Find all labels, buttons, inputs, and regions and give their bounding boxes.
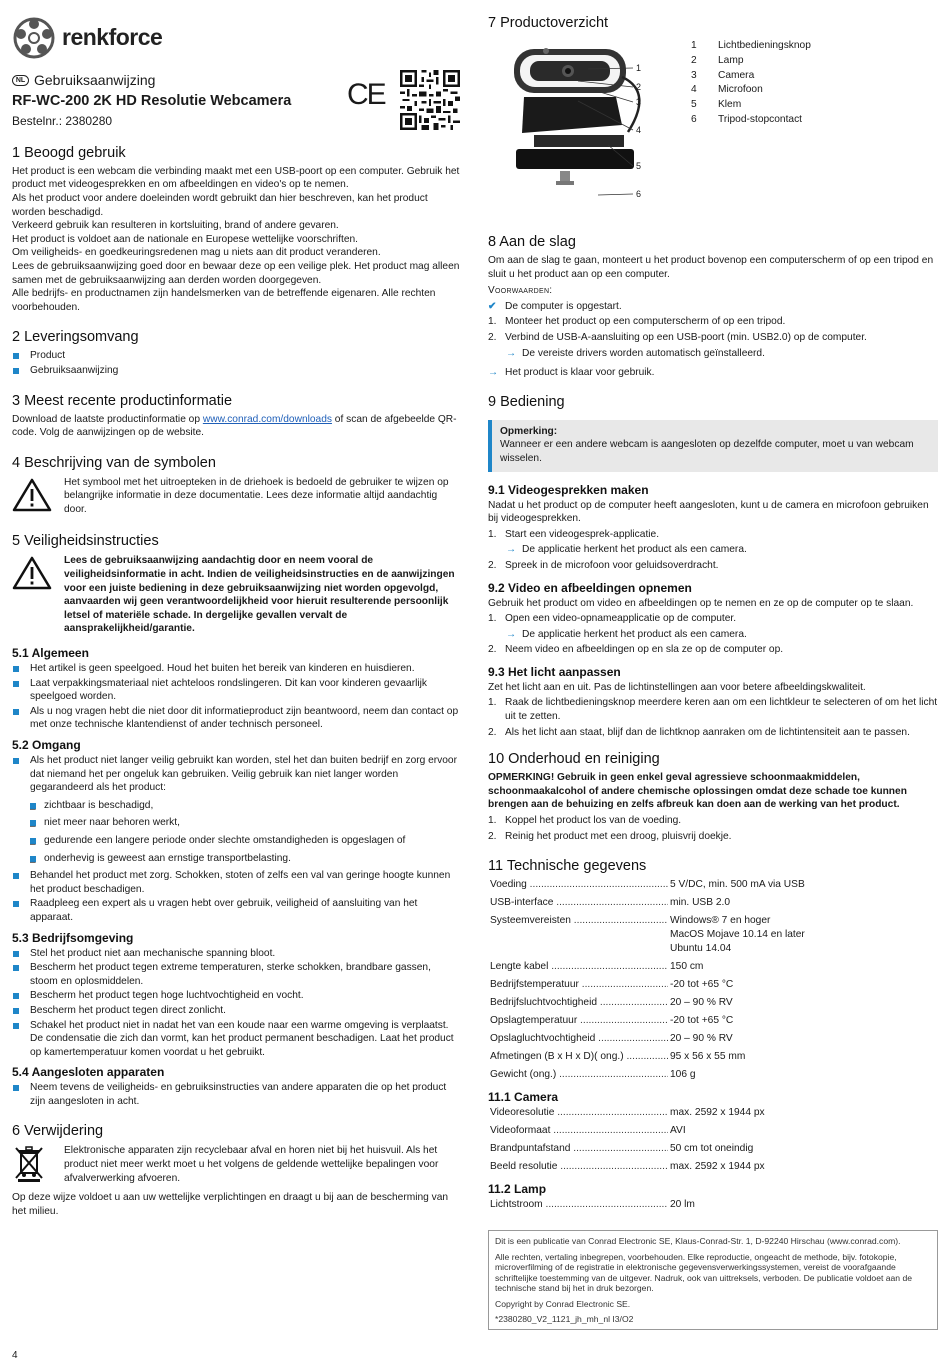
subsection-intro: Zet het licht aan en uit. Pas de lichtinstellingen aan voor betere afbeeldingskwaliteit. [488,681,866,693]
step-item [488,315,938,329]
list-item: Gebruiksaanwijzing [12,364,460,378]
step-result [488,347,938,361]
ce-mark: CE [347,78,385,111]
item-label: Klem [718,99,742,111]
list-item [691,83,811,98]
list-item: Schakel het product niet in nadat het van een koude naar een warme omgeving is verplaatst. De condensatie die zich dan vormt, kan het product permanent beschadigen. Laat het product op kamertemperatuur komen voordat u het gebruikt. [12,1019,460,1060]
step-number: 1. [488,697,497,709]
spec-value: 150 cm [670,960,704,972]
step-item [488,643,938,657]
subsection-intro: Gebruik het product om video en afbeeldingen op te nemen en ze op de computer op te slaan. [488,597,914,609]
spec-key: Afmetingen (B x H x D)( ong.) ..... [488,1050,668,1064]
subsection-heading: 11.1 Camera [488,1089,559,1104]
spec-row [488,1124,938,1138]
list-item: Neem tevens de veiligheids- en gebruiksinstructies van andere apparaten die op het product zijn aangesloten in acht. [12,1081,460,1108]
text-fragment: of scan de afgebeelde QR-code. Volg de aanwijzingen op de website. [12,413,457,439]
step-number: 2. [488,644,497,656]
section-heading: 4 Beschrijving van de symbolen [12,454,216,471]
crossed-bin-icon [12,1144,64,1187]
spec-row [488,1014,938,1028]
paragraph: Het product is voldoet aan de nationale en Europese wettelijke voorschriften. [12,233,359,245]
spec-row [488,1198,938,1212]
step-number: 1. [488,815,497,827]
order-number: Bestelnr.: 2380280 [12,114,113,129]
checkmark-icon: ✔ [488,300,497,312]
prerequisite-text: De computer is opgestart. [505,300,622,312]
spec-key: Bedrijfstemperatuur ..... [488,978,668,992]
overview-list [691,39,811,128]
subsection-heading: 5.2 Omgang [12,738,81,752]
spec-value: AVI [670,1124,686,1136]
doc-type-row [12,74,460,88]
spec-table [488,878,938,1082]
disposal-text: Elektronische apparaten zijn recyclebaar afval en horen niet bij het huisvuil. Als het product niet meer werkt moet u het volgens de geldende wettelijke bepalingen voor afvalverwerking afvoeren. [64,1145,439,1184]
subsection-heading: 5.3 Bedrijfsomgeving [12,930,134,945]
result-text: De applicatie herkent het product als een camera. [522,544,747,556]
brand-logo [12,16,460,60]
product-title: RF-WC-200 2K HD Resolutie Webcamera [12,92,292,109]
step-item [488,696,938,723]
item-label: Lamp [718,54,744,66]
spec-value: 50 cm tot oneindig [670,1143,754,1155]
callout-number: 4 [636,125,642,135]
recording-steps [488,612,938,626]
spec-row [488,896,938,910]
dash-item: – zichtbaar is beschadigd, [30,799,460,813]
step-text: Koppel het product los van de voeding. [505,815,682,827]
paragraph: Alle bedrijfs- en productnamen zijn handelsmerken van de betreffende eigenaren. Alle rechten voorbehouden. [12,288,436,313]
paragraph: Het product is een webcam die verbinding maakt met een USB-poort op een computer. Gebruik het product met videogesprekken en om afbeeldingen en video's op te nemen. [12,165,460,191]
environment-list [12,947,460,1060]
spec-value: max. 2592 x 1944 px [670,1161,765,1173]
intended-use-text [12,165,460,315]
item-number: 4 [691,84,697,96]
paragraph: Lees de gebruiksaanwijzing goed door en bewaar deze op een veilige plek. Het product mag alleen samen met de gebruiksaanwijzing aan derden worden doorgegeven. [12,260,460,286]
step-item [488,331,938,345]
dash-item: – niet meer naar behoren werkt, [30,816,460,830]
item-label: Tripod-stopcontact [718,113,802,125]
list-item [691,98,811,113]
dash-item: – onderhevig is geweest aan ernstige transportbelasting. [30,852,460,866]
result-text: De vereiste drivers worden automatisch geïnstalleerd. [522,347,765,359]
setup-steps [488,315,938,344]
step-text: Spreek in de microfoon voor geluidsoverdracht. [505,559,719,571]
section-heading: 10 Onderhoud en reiniging [488,751,660,768]
item-number: 2 [691,54,697,66]
list-item: Als u nog vragen hebt die niet door dit informatieproduct zijn beantwoord, neem dan contact op met onze technische klantendienst of ander technisch personeel. [12,705,460,732]
step-number: 1. [488,613,497,625]
language-badge: NL [12,75,29,86]
step-item [488,830,938,844]
step-number: 2. [488,726,497,738]
list-item [691,54,811,69]
spec-value-line: Windows® 7 en hoger [670,915,771,927]
section-heading: 1 Beoogd gebruik [12,144,126,161]
note-box [488,420,938,472]
step-item [488,726,938,740]
item-label: Lichtbedieningsknop [718,40,811,51]
paragraph: Verkeerd gebruik kan resulteren in kortsluiting, brand of andere gevaren. [12,220,339,232]
step-result [488,543,938,557]
text-fragment: Download de laatste productinformatie op [12,413,203,425]
section-heading: 11 Technische gegevens [488,858,647,875]
warning-triangle-icon [12,476,64,517]
step-item [488,814,938,828]
callout-number: 3 [636,97,642,107]
imprint-line: Copyright by Conrad Electronic SE. [495,1298,631,1309]
callout-number: 5 [636,161,642,171]
step-item [488,528,938,542]
list-item: Bescherm het product tegen extreme temperaturen, sterke schokken, brandbare gassen, stoom en oplosmiddelen. [12,961,460,988]
arrow-right-icon: → [506,544,517,556]
section-heading: 5 Veiligheidsinstructies [12,533,159,550]
step-number: 2. [488,830,497,842]
callout-number: 6 [636,189,642,199]
camera-spec-table [488,1106,938,1174]
arrow-right-icon: → [488,367,499,379]
subsection-heading: 5.4 Aangesloten apparaten [12,1065,165,1080]
list-item [691,69,811,84]
dash-list [30,799,460,865]
result-text: Het product is klaar voor gebruik. [505,367,655,379]
spec-key: Gewicht (ong.) ..... [488,1068,668,1082]
disposal-block [12,1144,460,1187]
list-item: Bescherm het product tegen direct zonlicht. [12,1004,460,1018]
spec-value: min. USB 2.0 [670,897,731,909]
qr-code[interactable] [400,70,460,130]
cleaning-warning: OPMERKING! Gebruik in geen enkel geval agressieve schoonmaakmiddelen, schoonmaakalcohol of andere chemische oplossingen omdat deze schade toe kunnen brengen aan de behuizing en zelfs afbreuk kan doen aan de werking van het product. [488,772,907,811]
section-heading: 9 Bediening [488,393,565,410]
item-number: 5 [691,99,697,111]
spec-value: 5 V/DC, min. 500 mA via USB [670,879,805,891]
step-item [488,559,938,573]
spec-row [488,1032,938,1046]
spec-value: 106 g [670,1069,696,1081]
delivery-list [12,349,460,377]
step-text: Als het licht aan staat, blijf dan de lichtknop aanraken om de lichtintensiteit aan te passen. [505,726,910,738]
subsection-heading: 9.3 Het licht aanpassen [488,664,621,679]
recording-steps-2 [488,643,938,657]
spec-row [488,878,938,892]
spec-key: Bedrijfsluchtvochtigheid ..... [488,996,668,1010]
paragraph: Om veiligheids- en goedkeuringsredenen mag u niets aan dit product veranderen. [12,247,381,259]
spec-value: -20 tot +65 °C [670,978,734,990]
product-info-text [12,413,460,440]
step-text: Verbind de USB-A-aansluiting op een USB-poort (min. USB2.0) op de computer. [505,331,867,343]
videocall-steps [488,528,938,542]
spec-key: Opslagluchtvochtigheid ..... [488,1032,668,1046]
videocall-steps-2 [488,559,938,573]
callout-number: 2 [636,82,642,92]
list-item [691,113,811,128]
connected-devices-list [12,1081,460,1108]
callout-number: 1 [636,63,642,73]
lamp-spec-table [488,1198,938,1212]
prerequisites-label: Voorwaarden: [488,285,553,297]
step-text: Open een video-opnameapplicatie op de computer. [505,613,737,625]
symbol-text: Het symbool met het uitroepteken in de driehoek is bedoeld de gebruiker te wijzen op belangrijke informatie in deze documentatie. Lees deze informatie altijd aandachtig door. [64,476,449,515]
general-list [12,662,460,732]
list-item: Het artikel is geen speelgoed. Houd het buiten het bereik van kinderen en huisdieren. [12,662,460,676]
spec-row [488,960,938,974]
spec-row [488,1106,938,1120]
final-result [488,366,938,380]
warning-triangle-icon [12,554,64,595]
section-heading: 2 Leveringsomvang [12,329,139,346]
list-item: Bescherm het product tegen hoge luchtvochtigheid en vocht. [12,989,460,1003]
light-steps [488,696,938,739]
spec-row [488,1160,938,1174]
step-number: 1. [488,316,497,328]
paragraph: Als het product voor andere doeleinden wordt gebruikt dan hier beschreven, kan het product worden beschadigd. [12,192,428,218]
spec-value: 20 – 90 % RV [670,996,733,1008]
imprint-line: *2380280_V2_1121_jh_mh_nl I3/O2 [495,1314,634,1324]
section-heading: 6 Verwijdering [12,1123,104,1140]
doc-type: Gebruiksaanwijzing [34,72,156,88]
renkforce-logo-icon [12,16,56,60]
spec-value-line: MacOS Mojave 10.14 en later [670,929,805,940]
spec-row [488,1142,938,1156]
imprint-line: Dit is een publicatie van Conrad Electronic SE, Klaus-Conrad-Str. 1, D-92240 Hirschau (www.conrad.com). [495,1236,901,1246]
spec-row [488,914,938,955]
brand-name: renkforce [62,24,163,51]
subsection-heading: 11.2 Lamp [488,1181,547,1196]
spec-value: 95 x 56 x 55 mm [670,1051,746,1063]
prerequisite-item [488,300,938,314]
item-label: Camera [718,69,755,81]
item-number: 6 [691,113,697,125]
step-number: 2. [488,331,497,343]
list-item [691,39,811,54]
list-item: Stel het product niet aan mechanische spanning bloot. [12,947,460,961]
safety-warning [12,554,460,636]
subsection-heading: 5.1 Algemeen [12,646,89,661]
right-column [488,0,938,1216]
product-overview [488,35,938,221]
section-heading: 8 Aan de slag [488,234,576,250]
list-item: Behandel het product met zorg. Schokken, stoten of zelfs een val van geringe hoogte kunnen het product beschadigen. [12,869,460,896]
spec-value: 20 lm [670,1198,695,1210]
spec-key: Lengte kabel ..... [488,960,668,974]
symbol-description [12,476,460,517]
spec-key: Videoformaat ..... [488,1124,668,1138]
dash-item: – gedurende een langere periode onder slechte omstandigheden is opgeslagen of [30,834,460,848]
list-item [12,754,460,865]
step-text: Start een videogesprek-applicatie. [505,528,660,540]
downloads-link[interactable]: www.conrad.com/downloads [202,413,332,425]
list-item: Laat verpakkingsmateriaal niet achteloos rondslingeren. Dit kan voor kinderen gevaarlijk speelgoed worden. [12,677,460,704]
section-heading: 3 Meest recente productinformatie [12,392,233,409]
result-text: De applicatie herkent het product als een camera. [522,628,747,640]
imprint-line: Alle rechten, vertaling inbegrepen, voorbehouden. Elke reproductie, ongeacht de methode, bijv. fotokopie, microverfilming of de registratie in elektronische gegevensverwerkingssystemen, vereist de voorafgaande schriftelijke toestemming van de uitgever. Nadruk, ook van uittreksels, verboden. De publicatie voldoet aan de technische stand bij het in druk bezorgen. [495,1251,913,1293]
item-number: 3 [691,69,697,81]
step-text: Neem video en afbeeldingen op en sla ze op de computer op. [505,644,784,656]
subsection-heading: 9.2 Video en afbeeldingen opnemen [488,580,692,595]
disposal-text-2: Op deze wijze voldoet u aan uw wettelijke verplichtingen en draagt u bij aan de bescherming van het milieu. [12,1192,449,1217]
step-number: 2. [488,559,497,571]
spec-key: Systeemvereisten ..... [488,914,668,955]
note-title: Opmerking: [500,425,558,437]
spec-key: Lichtstroom ..... [488,1198,668,1212]
list-item-text: Als het product niet langer veilig gebruikt kan worden, stel het dan buiten bedrijf en zorg ervoor dat niemand het per ongeluk kan gebruiken. Veilig gebruik kan niet langer worden gegarandeerd als het product: [30,755,457,794]
list-item: Product [12,349,460,363]
spec-value: 20 – 90 % RV [670,1033,733,1045]
safety-warning-text: Lees de gebruiksaanwijzing aandachtig door en neem vooral de veiligheidsinformatie in acht. Indien de veiligheidsinstructies en de aanwijzingen voor een juiste bediening in deze gebruiksaanwijzing niet worden opgevolgd, aanvaarden wij geen verantwoordelijkheid voor hieruit resulterende persoonlijk letsel of materiële schade. In dergelijke gevallen vervalt de aansprakelijkheid/garantie. [64,555,455,635]
list-item: Raadpleeg een expert als u vragen hebt over gebruik, veiligheid of aansluiting van het apparaat. [12,897,460,924]
spec-key: Opslagtemperatuur ..... [488,1014,668,1028]
left-column [12,0,460,1218]
spec-row [488,1068,938,1082]
cleaning-steps [488,814,938,843]
step-result [488,628,938,642]
spec-value: -20 tot +65 °C [670,1014,734,1026]
spec-key: USB-interface ..... [488,896,668,910]
subsection-heading: 9.1 Videogesprekken maken [488,482,649,497]
spec-value [668,914,938,955]
section-heading: 7 Productoverzicht [488,15,609,31]
page-number: 4 [12,1350,18,1361]
step-number: 1. [488,528,497,540]
spec-key: Beeld resolutie ..... [488,1160,668,1174]
arrow-right-icon: → [506,347,517,359]
step-text: Reinig het product met een droog, pluisvrij doekje. [505,830,732,842]
item-label: Microfoon [718,84,763,96]
subsection-intro: Nadat u het product op de computer heeft aangesloten, kunt u de camera en microfoon gebruiken bij videogesprekken. [488,499,929,525]
handling-list [12,754,460,925]
note-text: Wanneer er een andere webcam is aangesloten op dezelfde computer, moet u van webcam wisselen. [500,439,914,464]
spec-row [488,978,938,992]
step-text: Monteer het product op een computerscherm of op een tripod. [505,316,786,328]
imprint-box [488,1230,938,1330]
spec-key: Brandpuntafstand ..... [488,1142,668,1156]
spec-row [488,1050,938,1064]
getting-started-intro: Om aan de slag te gaan, monteert u het product bovenop een computerscherm of op een tripod en sluit u het product aan op een computer. [488,255,934,280]
spec-row [488,996,938,1010]
step-text: Raak de lichtbedieningsknop meerdere keren aan om een lichtkleur te selecteren of om het licht uit te zetten. [505,697,938,723]
step-item [488,612,938,626]
item-number: 1 [691,40,697,51]
spec-value: max. 2592 x 1944 px [670,1106,765,1118]
spec-key: Videoresolutie ..... [488,1106,668,1120]
arrow-right-icon: → [506,628,517,640]
spec-key: Voeding ..... [488,878,668,892]
spec-value-line: Ubuntu 14.04 [670,942,732,954]
